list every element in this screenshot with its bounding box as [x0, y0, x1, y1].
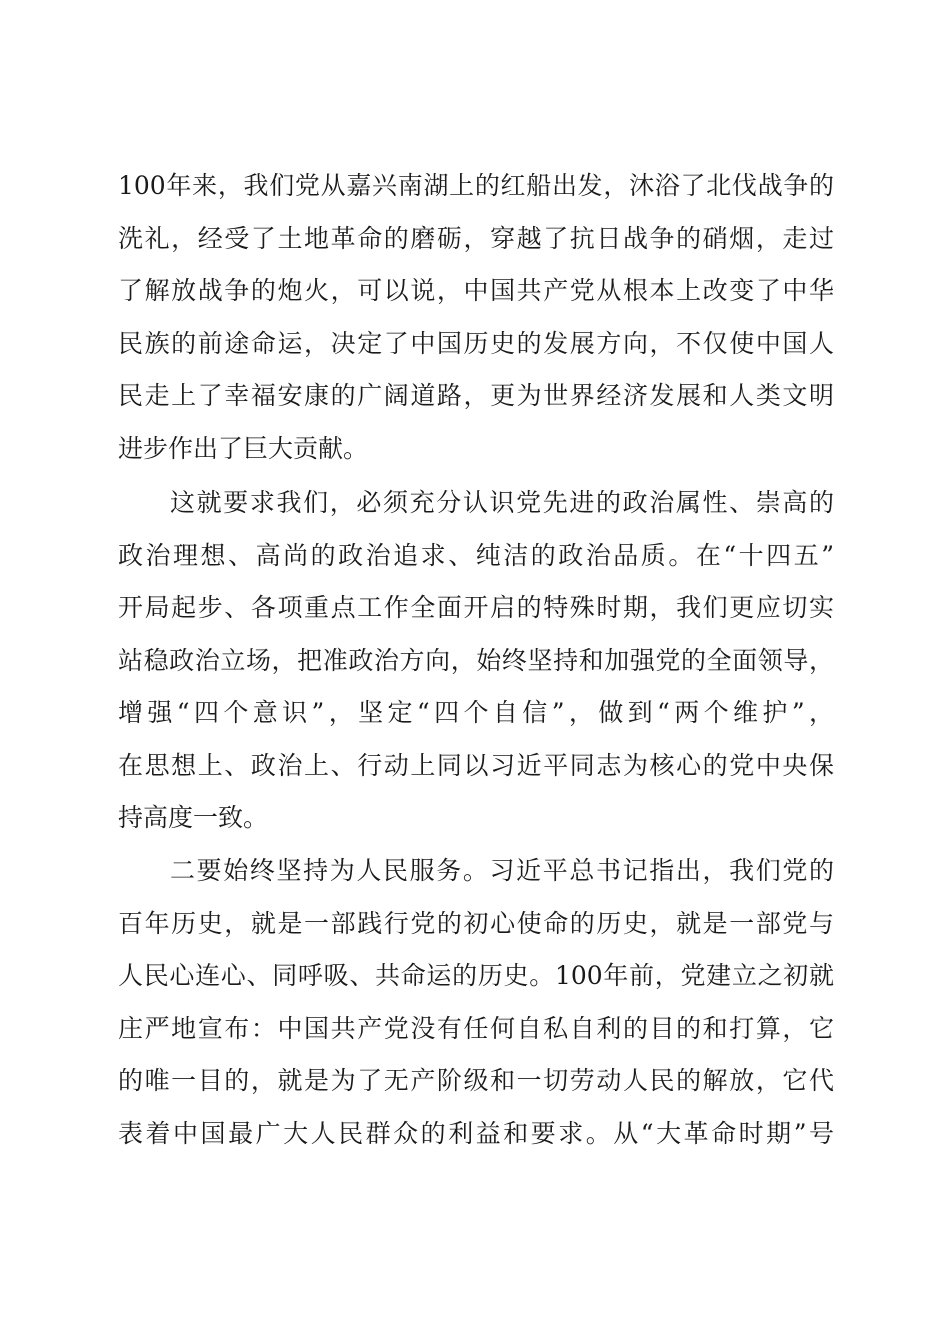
paragraph-line: 进步作出了巨大贡献。	[118, 433, 369, 463]
paragraph-line: 在思想上、政治上、行动上同以习近平同志为核心的党中央保	[118, 750, 834, 780]
paragraph-line: 增强“四个意识”，坚定“四个自信”，做到“两个维护”，	[118, 698, 834, 727]
paragraph-line: 站稳政治立场，把准政治方向，始终坚持和加强党的全面领导，	[118, 645, 834, 675]
paragraph-line: 持高度一致。	[118, 803, 269, 832]
paragraph-line: 开局起步、各项重点工作全面开启的特殊时期，我们更应切实	[118, 593, 834, 622]
paragraph-line: 表着中国最广大人民群众的利益和要求。从“大革命时期”号	[118, 1118, 834, 1148]
paragraph-line: 的唯一目的，就是为了无产阶级和一切劳动人民的解放，它代	[118, 1066, 834, 1095]
paragraph-line: 了解放战争的炮火，可以说，中国共产党从根本上改变了中华	[118, 276, 834, 305]
paragraph-3	[118, 845, 834, 1160]
paragraph-line: 洗礼，经受了土地革命的磨砺，穿越了抗日战争的硝烟，走过	[118, 223, 834, 253]
paragraph-2	[118, 477, 834, 845]
paragraph-line: 人民心连心、同呼吸、共命运的历史。100年前，党建立之初就	[118, 961, 834, 990]
paragraph-line: 100年来，我们党从嘉兴南湖上的红船出发，沐浴了北伐战争的	[118, 171, 834, 200]
paragraph-line: 二要始终坚持为人民服务。习近平总书记指出，我们党的	[170, 856, 834, 885]
paragraph-line: 民族的前途命运，决定了中国历史的发展方向，不仅使中国人	[118, 328, 834, 358]
paragraph-line: 这就要求我们，必须充分认识党先进的政治属性、崇高的	[170, 488, 834, 517]
paragraph-1	[118, 160, 834, 475]
paragraph-line: 庄严地宣布：中国共产党没有任何自私自利的目的和打算，它	[118, 1013, 834, 1043]
paragraph-line: 政治理想、高尚的政治追求、纯洁的政治品质。在“十四五”	[118, 540, 834, 570]
paragraph-line: 百年历史，就是一部践行党的初心使命的历史，就是一部党与	[118, 908, 834, 938]
paragraph-line: 民走上了幸福安康的广阔道路，更为世界经济发展和人类文明	[118, 381, 834, 410]
